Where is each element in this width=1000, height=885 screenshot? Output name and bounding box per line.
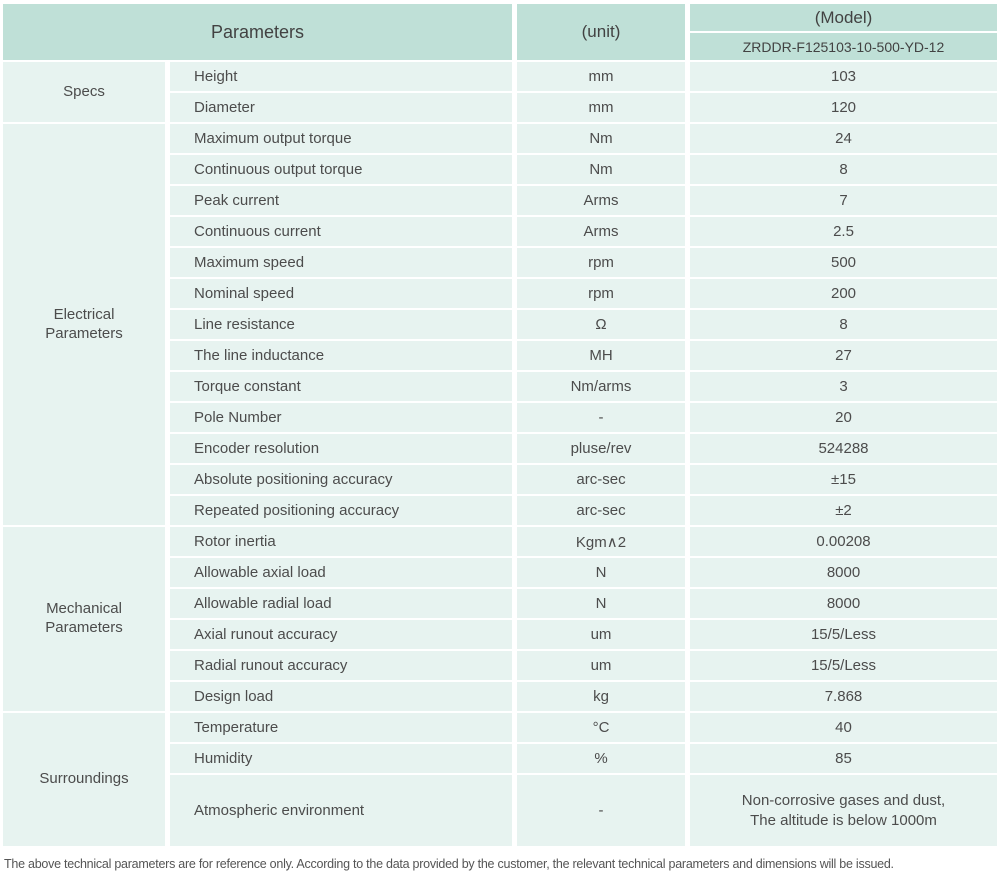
- unit-cell: Ω: [517, 310, 685, 339]
- parameter-cell: Pole Number: [170, 403, 512, 432]
- unit-cell: Nm: [517, 124, 685, 153]
- unit-cell: -: [517, 775, 685, 846]
- value-cell: 8000: [690, 589, 997, 618]
- unit-cell: MH: [517, 341, 685, 370]
- parameter-cell: Radial runout accuracy: [170, 651, 512, 680]
- spec-table: [3, 4, 997, 846]
- value-cell: 3: [690, 372, 997, 401]
- parameter-cell: Repeated positioning accuracy: [170, 496, 512, 525]
- unit-cell: um: [517, 620, 685, 649]
- value-cell: 8: [690, 155, 997, 184]
- unit-cell: arc-sec: [517, 496, 685, 525]
- parameter-cell: Axial runout accuracy: [170, 620, 512, 649]
- value-cell: 40: [690, 713, 997, 742]
- value-cell: 85: [690, 744, 997, 773]
- parameter-cell: Absolute positioning accuracy: [170, 465, 512, 494]
- parameter-cell: Encoder resolution: [170, 434, 512, 463]
- unit-cell: mm: [517, 62, 685, 91]
- category-cell: Electrical Parameters: [3, 124, 165, 525]
- value-cell: 500: [690, 248, 997, 277]
- unit-cell: N: [517, 589, 685, 618]
- value-cell: 24: [690, 124, 997, 153]
- header-model-cell: (Model): [690, 4, 997, 31]
- parameter-cell: Temperature: [170, 713, 512, 742]
- parameter-cell: Design load: [170, 682, 512, 711]
- unit-cell: Kgm∧2: [517, 527, 685, 556]
- parameter-cell: Atmospheric environment: [170, 775, 512, 846]
- parameter-cell: Maximum output torque: [170, 124, 512, 153]
- value-cell: ±15: [690, 465, 997, 494]
- parameter-cell: Humidity: [170, 744, 512, 773]
- parameter-cell: Continuous output torque: [170, 155, 512, 184]
- unit-cell: Nm/arms: [517, 372, 685, 401]
- unit-cell: °C: [517, 713, 685, 742]
- value-cell: 524288: [690, 434, 997, 463]
- value-cell: 7.868: [690, 682, 997, 711]
- parameter-cell: Continuous current: [170, 217, 512, 246]
- unit-cell: -: [517, 403, 685, 432]
- parameter-cell: Maximum speed: [170, 248, 512, 277]
- unit-cell: Arms: [517, 217, 685, 246]
- parameter-cell: Rotor inertia: [170, 527, 512, 556]
- parameter-cell: Allowable radial load: [170, 589, 512, 618]
- value-cell: Non-corrosive gases and dust, The altitude is below 1000m: [690, 775, 997, 846]
- unit-cell: arc-sec: [517, 465, 685, 494]
- category-cell: Specs: [3, 62, 165, 122]
- value-cell: 8000: [690, 558, 997, 587]
- value-cell: ±2: [690, 496, 997, 525]
- category-cell: Mechanical Parameters: [3, 527, 165, 711]
- value-cell: 0.00208: [690, 527, 997, 556]
- parameter-cell: The line inductance: [170, 341, 512, 370]
- unit-cell: mm: [517, 93, 685, 122]
- unit-cell: %: [517, 744, 685, 773]
- value-cell: 15/5/Less: [690, 651, 997, 680]
- parameter-cell: Nominal speed: [170, 279, 512, 308]
- value-cell: 7: [690, 186, 997, 215]
- parameter-cell: Allowable axial load: [170, 558, 512, 587]
- parameter-cell: Torque constant: [170, 372, 512, 401]
- unit-cell: um: [517, 651, 685, 680]
- value-cell: 120: [690, 93, 997, 122]
- unit-cell: N: [517, 558, 685, 587]
- value-cell: 2.5: [690, 217, 997, 246]
- unit-cell: rpm: [517, 279, 685, 308]
- unit-cell: kg: [517, 682, 685, 711]
- parameter-cell: Diameter: [170, 93, 512, 122]
- value-cell: 103: [690, 62, 997, 91]
- parameter-cell: Height: [170, 62, 512, 91]
- value-cell: 200: [690, 279, 997, 308]
- header-parameters-cell: Parameters: [3, 4, 512, 60]
- value-cell: 15/5/Less: [690, 620, 997, 649]
- value-cell: 27: [690, 341, 997, 370]
- value-cell: 20: [690, 403, 997, 432]
- value-cell: 8: [690, 310, 997, 339]
- parameter-cell: Line resistance: [170, 310, 512, 339]
- parameter-cell: Peak current: [170, 186, 512, 215]
- footnote: The above technical parameters are for reference only. According to the data provided by the customer, the relevant technical parameters and dimensions will be issued.: [4, 857, 894, 871]
- category-cell: Surroundings: [3, 713, 165, 846]
- unit-cell: Arms: [517, 186, 685, 215]
- unit-cell: rpm: [517, 248, 685, 277]
- header-unit-cell: (unit): [517, 4, 685, 60]
- unit-cell: Nm: [517, 155, 685, 184]
- unit-cell: pluse/rev: [517, 434, 685, 463]
- header-model-number-cell: ZRDDR-F125103-10-500-YD-12: [690, 33, 997, 60]
